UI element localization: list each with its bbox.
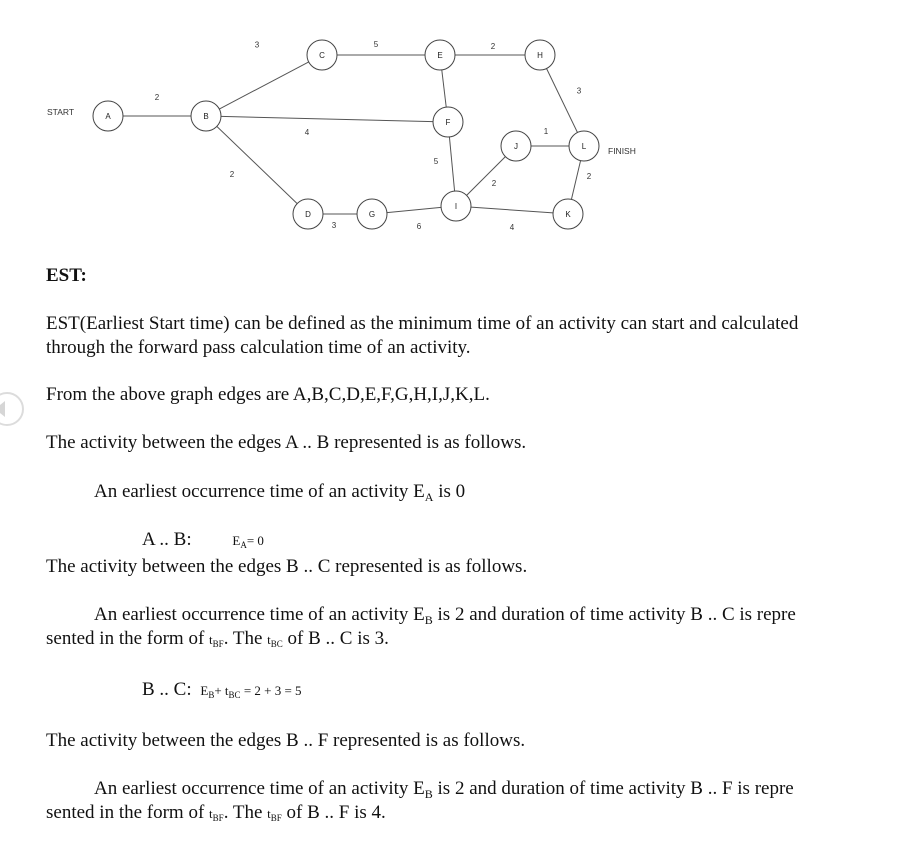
start-label: START [47, 107, 75, 117]
bc-formula: $E_B+ t_{BC} = 2 + 3 = 5$ [200, 683, 302, 700]
bc-formula-line [142, 678, 302, 704]
edges-list-line: From the above graph edges are A,B,C,D,E,F,G,H,I,J,K,L. [46, 384, 490, 405]
node-label-d: D [305, 210, 311, 219]
ab-earliest-line [94, 480, 465, 505]
node-label-l: L [581, 142, 587, 151]
node-f [433, 107, 463, 137]
node-b [191, 101, 221, 131]
edge-weight-j-l: 1 [543, 127, 549, 136]
node-h [525, 40, 555, 70]
edge-e-f [442, 70, 446, 107]
ab-formula-line [142, 528, 264, 554]
node-k [553, 199, 583, 229]
edge-weight-d-g: 3 [331, 221, 337, 230]
intro-line-2: through the forward pass calculation time of an activity. [46, 337, 471, 358]
edge-b-d [217, 126, 297, 203]
node-label-k: K [565, 210, 571, 219]
edge-weight-k-l: 2 [586, 172, 592, 181]
t-bf-symbol-2: $t_{BF}$ [209, 806, 224, 823]
activity-network-diagram [0, 0, 907, 250]
node-label-h: H [537, 51, 543, 60]
node-l [569, 131, 599, 161]
node-label-i: I [454, 202, 458, 211]
edge-b-c [219, 62, 308, 109]
ab-label: A .. B: [142, 529, 192, 550]
ab-earliest-sub: A [424, 490, 434, 504]
node-label-j: J [514, 142, 518, 151]
edge-weight-i-j: 2 [491, 179, 497, 188]
node-i [441, 191, 471, 221]
node-d [293, 199, 323, 229]
node-label-a: A [105, 112, 111, 121]
ab-earliest-post: is 0 [433, 481, 466, 502]
t-bc-symbol: $t_{BC}$ [267, 632, 283, 649]
node-c [307, 40, 337, 70]
edge-weight-b-f: 4 [304, 128, 310, 137]
node-e [425, 40, 455, 70]
node-label-g: G [368, 210, 376, 219]
edge-weight-e-h: 2 [490, 42, 496, 51]
edge-weight-g-i: 6 [416, 222, 422, 231]
t-bf-symbol: $t_{BF}$ [209, 632, 224, 649]
bf-line-2: sented in the form of $t_{BF}$. The $t_{BF}$ of B .. F is 4. [46, 802, 386, 823]
ab-intro: The activity between the edges A .. B represented is as follows. [46, 432, 527, 453]
node-j [501, 131, 531, 161]
edge-weight-a-b: 2 [154, 93, 160, 102]
ab-earliest-pre: An earliest occurrence time of an activity E [94, 481, 425, 502]
est-heading: EST: [46, 265, 87, 286]
edge-g-i [387, 207, 441, 212]
bf-line-1: An earliest occurrence time of an activity $E_B$ is 2 and duration of time activity B .. F is repre [94, 778, 794, 801]
edge-weight-b-d: 2 [229, 170, 235, 179]
bc-line-1: An earliest occurrence time of an activity $E_B$ is 2 and duration of time activity B .. C is repre [94, 604, 796, 627]
node-label-f: F [445, 118, 451, 127]
bc-label: B .. C: [142, 679, 192, 700]
finish-label: FINISH [608, 146, 636, 156]
intro-line-1: EST(Earliest Start time) can be defined as the minimum time of an activity can start and calculated [46, 313, 799, 334]
t-bf-symbol-3: $t_{BF}$ [267, 806, 282, 823]
edge-weight-h-l: 3 [576, 86, 582, 96]
edge-i-j [467, 157, 506, 196]
bc-line-2: sented in the form of $t_{BF}$. The $t_{BC}$ of B .. C is 3. [46, 628, 389, 649]
node-label-c: C [319, 51, 325, 60]
edge-b-f [221, 116, 433, 121]
bc-intro: The activity between the edges B .. C represented is as follows. [46, 556, 528, 577]
edge-h-l [547, 69, 578, 133]
bf-intro: The activity between the edges B .. F represented is as follows. [46, 730, 526, 751]
edge-weight-i-k: 4 [509, 223, 515, 232]
node-label-b: B [203, 112, 209, 121]
edge-k-l [571, 161, 580, 200]
node-label-e: E [437, 51, 443, 60]
ab-formula: $E_A= 0$ [232, 533, 264, 550]
edge-i-k [471, 207, 553, 213]
previous-page-arrow-icon[interactable] [0, 392, 24, 426]
node-a [93, 101, 123, 131]
edge-weight-c-e: 5 [373, 40, 379, 49]
node-g [357, 199, 387, 229]
nodes-layer [93, 40, 599, 229]
edge-weight-b-c: 3 [254, 40, 260, 50]
edge-weight-f-i: 5 [433, 157, 439, 166]
edge-f-i [449, 137, 454, 191]
